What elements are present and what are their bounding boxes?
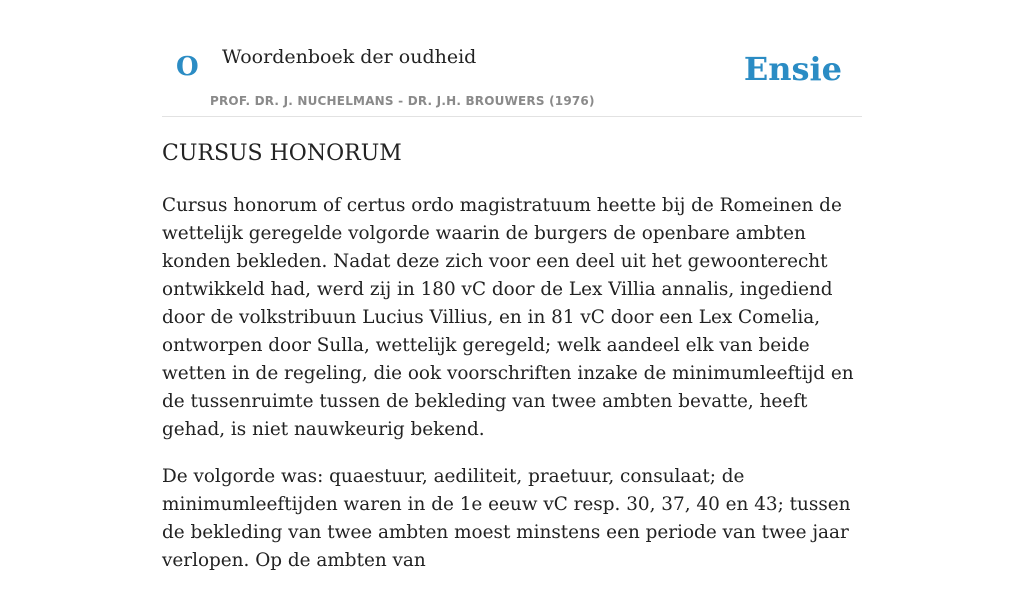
dictionary-authors: PROF. DR. J. NUCHELMANS - DR. J.H. BROUWERS (1976) bbox=[210, 94, 595, 108]
entry-heading: CURSUS HONORUM bbox=[162, 141, 402, 166]
entry-body bbox=[162, 192, 864, 594]
header bbox=[162, 30, 862, 117]
entry-paragraph: Cursus honorum of certus ordo magistratuum heette bij de Romeinen de wettelijk geregelde volgorde waarin de burgers de openbare ambten konden bekleden. Nadat deze zich voor een deel uit het gewoonterecht ontwikkeld had, werd zij in 180 vC door de Lex Villia annalis, ingediend door de volkstribuun Lucius Villius, en in 81 vC door een Lex Comelia, ontworpen door Sulla, wettelijk geregeld; welk aandeel elk van beide wetten in de regeling, die ook voorschriften inzake de minimumleeftijd en de tussenruimte tussen de bekleding van twee ambten bevatte, heeft gehad, is niet nauwkeurig bekend. bbox=[162, 195, 854, 440]
entry-paragraph: De volgorde was: quaestuur, aediliteit, praetuur, consulaat; de minimumleeftijden waren in de 1e eeuw vC resp. 30, 37, 40 en 43; tussen de bekleding van twee ambten moest minstens een periode van twee jaar verlopen. Op de ambten van bbox=[162, 466, 851, 571]
ensie-logo-link[interactable]: Ensie bbox=[743, 50, 842, 88]
dictionary-title[interactable]: Woordenboek der oudheid bbox=[222, 46, 477, 68]
index-letter[interactable]: O bbox=[176, 52, 199, 82]
